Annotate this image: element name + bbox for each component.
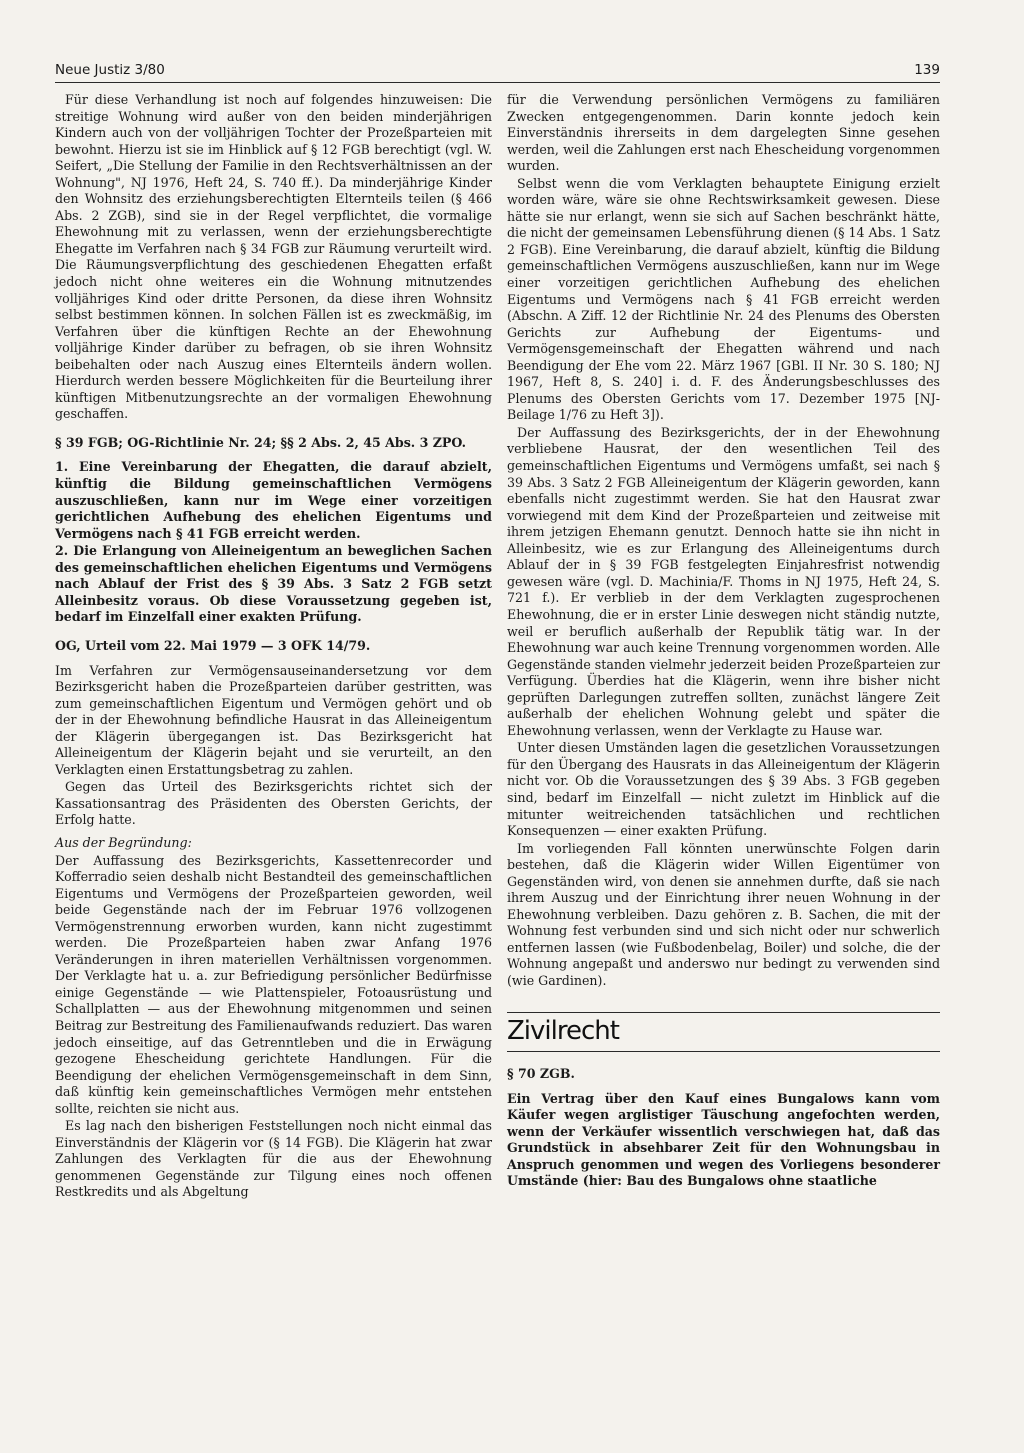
headnote-3: Ein Vertrag über den Kauf eines Bungalows kann vom Käufer wegen arglistiger Täuschung angefochten werden, wenn der Verkäufer wissentlich verschwiegen hat, daß das Grundstück in absehbarer Zeit für den Wohnungsbau in Anspruch genommen und wegen des Vorliegens besonderer Umstände (hier: Bau des Bungalows ohne staatliche <box>507 1090 940 1189</box>
left-column <box>55 92 492 1202</box>
court-decision-line: OG, Urteil vom 22. Mai 1979 — 3 OFK 14/79. <box>55 637 371 653</box>
headnote-1: 1. Eine Vereinbarung der Ehegatten, die darauf abzielt, künftig die Bildung gemeinschaftlichen Vermögens auszuschließen, kann nur im Wege einer vorzeitigen gerichtlichen Aufhebung des ehelichen Eigentums und Vermögens nach § 41 FGB erreicht werden. <box>55 459 492 541</box>
section-divider <box>507 1012 940 1013</box>
section-title: Zivilrecht <box>507 1015 619 1046</box>
page-header <box>55 58 940 83</box>
paragraph: Der Auffassung des Bezirksgerichts, der in der Ehewohnung verbliebene Hausrat, der den wesentlichen Teil des gemeinschaftlichen Eigentums und Vermögens umfaßt, sei nach § 39 Abs. 3 Satz 2 FGB Alleineigentum der Klägerin geworden, kann ebenfalls nicht zugestimmt werden. Sie hat den Hausrat zwar vorwiegend mit dem Kind der Prozeßparteien und zeitweise mit ihrem jetzigen Ehemann genutzt. Dennoch hatte sie ihn nicht in Alleinbesitz, wie es zur Erlangung des Alleineigentums durch Ablauf der in § 39 FGB festgelegten Einjahresfrist notwendig gewesen wäre (vgl. D. Machinia/F. Thoms in NJ 1975, Heft 24, S. 721 f.). Er verblieb in der dem Verklagten zugesprochenen Ehewohnung, die er in erster Linie deswegen nicht ständig nutzte, weil er beruflich außerhalb der Republik tätig war. In der Ehewohnung war auch keine Trennung vorgenommen worden. Alle Gegenstände standen vielmehr jederzeit beiden Prozeßparteien zur Verfügung. Überdies hat die Klägerin, wenn ihre bisher nicht geprüften Darlegungen zutreffen sollten, zunächst längere Zeit außerhalb der ehelichen Wohnung gelebt und später die Ehewohnung verlassen, wenn der Verklagte zu Hause war. <box>507 424 941 738</box>
paragraph: Es lag nach den bisherigen Feststellungen noch nicht einmal das Einverständnis der Klägerin vor (§ 14 FGB). Die Klägerin hat zwar Zahlungen des Verklagten für die aus der Ehewohnung genommenen Gegenstände zur Tilgung eines noch offenen Restkredits und als Abgeltung <box>55 1118 492 1200</box>
section-title-rule <box>507 1051 940 1052</box>
paragraph: Für diese Verhandlung ist noch auf folgendes hinzuweisen: Die streitige Wohnung wird außer von den beiden minderjährigen Kindern auch von der volljährigen Tochter der Prozeßparteien mit bewohnt. Hierzu ist sie im Hinblick auf § 12 FGB berechtigt (vgl. W. Seifert, „Die Stellung der Familie in den Rechtsverhältnissen an der Wohnung", NJ 1976, Heft 24, S. 740 ff.). Da minderjährige Kinder den Wohnsitz des erziehungsberechtigten Elternteils teilen (§ 466 Abs. 2 ZGB), sind sie in der Regel verpflichtet, die vormalige Ehewohnung mit zu verlassen, wenn der erziehungsberechtigte Ehegatte im Verfahren nach § 34 FGB zur Räumung verurteilt wird. Die Räumungsverpflichtung des geschiedenen Ehegatten erfaßt jedoch nicht ohne weiteres ein die Wohnung mitnutzendes volljähriges Kind oder dritte Personen, da diese ihren Wohnsitz selbst bestimmen können. In solchen Fällen ist es zweckmäßig, im Verfahren über die künftigen Rechte an der Ehewohnung volljährige Kinder darüber zu befragen, ob sie ihren Wohnsitz beibehalten oder nach Auszug eines Elternteils ändern wollen. Hierdurch werden bessere Möglichkeiten für die Beurteilung ihrer künftigen Mitbenutzungsrechte an der vormaligen Ehewohnung geschaffen. <box>55 92 492 422</box>
paragraph: Der Auffassung des Bezirksgerichts, Kassettenrecorder und Kofferradio seien deshalb nicht Bestandteil des gemeinschaftlichen Eigentums und Vermögens der Prozeßparteien geworden, weil beide Gegenstände nach der im Februar 1976 vollzogenen Vermögenstrennung erworben wurden, kann nicht zugestimmt werden. Die Prozeßparteien haben zwar Anfang 1976 Veränderungen in ihren materiellen Verhältnissen vorgenommen. Der Verklagte hat u. a. zur Befriedigung persönlicher Bedürfnisse einige Gegenstände — wie Plattenspieler, Fotoausrüstung und Schallplatten — aus der Ehewohnung mitgenommen und seinen Beitrag zur Bestreitung des Familienaufwands reduziert. Das waren jedoch einseitige, auf das Getrenntleben und die in Erwägung gezogene Ehescheidung gerichtete Handlungen. Für die Beendigung der ehelichen Vermögensgemeinschaft in dem Sinn, daß künftig kein gemeinschaftliches Vermögen mehr entstehen sollte, reichten sie nicht aus. <box>55 852 492 1116</box>
paragraph: Unter diesen Umständen lagen die gesetzlichen Voraussetzungen für den Übergang des Hausrats in das Alleineigentum der Klägerin nicht vor. Ob die Voraussetzungen des § 39 Abs. 3 FGB gegeben sind, bedarf im Einzelfall — nicht zuletzt im Hinblick auf die mitunter weitreichenden tatsächlichen und rechtlichen Konsequenzen — einer exakten Prüfung. <box>507 740 940 839</box>
page-number: 139 <box>914 62 940 78</box>
journal-issue: Neue Justiz 3/80 <box>55 62 165 78</box>
headnote-2: 2. Die Erlangung von Alleineigentum an beweglichen Sachen des gemeinschaftlichen ehelichen Eigentums und Vermögens nach Ablauf der Frist des § 39 Abs. 3 Satz 2 FGB setzt Alleinbesitz voraus. Ob diese Voraussetzung gegeben ist, bedarf im Einzelfall einer exakten Prüfung. <box>55 543 492 625</box>
reasons-heading: Aus der Begründung: <box>55 834 192 850</box>
statute-heading: § 39 FGB; OG-Richtlinie Nr. 24; §§ 2 Abs. 2, 45 Abs. 3 ZPO. <box>55 434 466 450</box>
paragraph: Im vorliegenden Fall könnten unerwünschte Folgen darin bestehen, daß die Klägerin wider Willen Eigentümer von Gegenständen wird, von denen sie annehmen durfte, daß sie nach ihrem Auszug und der Einrichtung ihrer neuen Wohnung in der Ehewohnung verbleiben. Dazu gehören z. B. Sachen, die mit der Wohnung fest verbunden sind und sich nicht oder nur schwerlich entfernen lassen (wie Fußbodenbelag, Boiler) und solche, die der Wohnung angepaßt und anderswo nur bedingt zu verwenden sind (wie Gardinen). <box>507 840 940 988</box>
paragraph: Im Verfahren zur Vermögensauseinandersetzung vor dem Bezirksgericht haben die Prozeßparteien darüber gestritten, was zum gemeinschaftlichen Eigentum und Vermögen gehört und ob der in der Ehewohnung befindliche Hausrat in das Alleineigentum der Klägerin übergegangen ist. Das Bezirksgericht hat Alleineigentum der Klägerin bejaht und sie verurteilt, an den Verklagten einen Erstattungsbetrag zu zahlen. <box>55 662 492 777</box>
paragraph: Selbst wenn die vom Verklagten behauptete Einigung erzielt worden wäre, wäre sie ohne Rechtswirksamkeit gewesen. Diese hätte sie nur erlangt, wenn sie sich auf Sachen beschränkt hätte, die nicht der gemeinsamen Lebensführung dienen (§ 14 Abs. 1 Satz 2 FGB). Eine Vereinbarung, die darauf abzielt, künftig die Bildung gemeinschaftlichen Vermögens auszuschließen, kann nur im Wege einer vorzeitigen gerichtlichen Aufhebung des ehelichen Eigentums und Vermögens nach § 41 FGB erreicht werden (Abschn. A Ziff. 12 der Richtlinie Nr. 24 des Plenums des Obersten Gerichts zur Aufhebung der Eigentums- und Vermögensgemeinschaft der Ehegatten während und nach Beendigung der Ehe vom 22. März 1967 [GBl. II Nr. 30 S. 180; NJ 1967, Heft 8, S. 240] i. d. F. des Änderungsbeschlusses des Plenums des Obersten Gerichts vom 17. Dezember 1975 [NJ-Beilage 1/76 zu Heft 3]). <box>507 175 941 423</box>
paragraph: für die Verwendung persönlichen Vermögens zu familiären Zwecken entgegengenommen. Darin konnte jedoch kein Einverständnis ihrerseits in dem dargelegten Sinne gesehen werden, weil die Zahlungen erst nach Ehescheidung vorgenommen wurden. <box>507 92 940 174</box>
statute-heading: § 70 ZGB. <box>507 1066 575 1082</box>
paragraph: Gegen das Urteil des Bezirksgerichts richtet sich der Kassationsantrag des Präsidenten des Obersten Gerichts, der Erfolg hatte. <box>55 779 492 828</box>
right-column <box>507 92 940 1191</box>
